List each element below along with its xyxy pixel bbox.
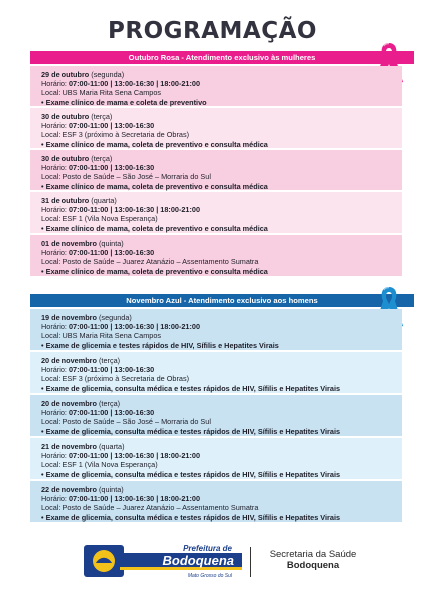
- hours-prefix: Horário:: [41, 408, 69, 418]
- event-place: Posto de Saúde – São José – Morraria do Sul: [62, 172, 211, 182]
- event-hours: 07:00-11:00 | 13:00-16:30: [68, 365, 155, 375]
- hours-prefix: Horário:: [41, 121, 69, 131]
- bodoquena-logo-icon: [84, 541, 244, 581]
- event-date: 29 de outubro: [41, 70, 90, 79]
- event-place: UBS Maria Rita Sena Campos: [62, 88, 162, 98]
- event-date-line: [41, 485, 402, 494]
- event-weekday: (terça): [91, 112, 113, 121]
- footer-divider: [250, 547, 251, 577]
- event-services-line: [41, 267, 402, 276]
- bullet: •: [41, 512, 46, 522]
- event-services-line: [41, 384, 402, 393]
- event-place: UBS Maria Rita Sena Campos: [62, 331, 162, 341]
- event-date-line: [41, 154, 402, 163]
- event-weekday: (terça): [99, 399, 121, 408]
- secretaria-line2: Bodoquena: [286, 560, 340, 571]
- footer: [0, 535, 425, 595]
- section-header-novembro-azul: Novembro Azul - Atendimento exclusivo aos homens: [30, 294, 414, 307]
- event-place: ESF 1 (Vila Nova Esperança): [62, 214, 158, 224]
- event-place-line: [41, 460, 402, 469]
- place-prefix: Local:: [41, 417, 63, 427]
- bullet: •: [41, 139, 46, 149]
- event-weekday: (quinta): [99, 239, 124, 248]
- hours-prefix: Horário:: [41, 248, 69, 258]
- event-place: ESF 3 (próximo à Secretaria de Obras): [62, 374, 190, 384]
- hours-prefix: Horário:: [41, 451, 69, 461]
- event-hours: 07:00-11:00 | 13:00-16:30: [68, 121, 155, 131]
- event-services: Exame de glicemia, consulta médica e testes rápidos de HIV, Sífilis e Hepatites Virais: [45, 469, 341, 479]
- event-place-line: [41, 331, 402, 340]
- event-card: [30, 352, 402, 393]
- place-prefix: Local:: [41, 214, 63, 224]
- event-date: 21 de novembro: [41, 442, 97, 451]
- event-services: Exame de glicemia, consulta médica e testes rápidos de HIV, Sífilis e Hepatites Virais: [45, 426, 341, 436]
- event-services: Exame clínico de mama, coleta de preventivo e consulta médica: [45, 223, 268, 233]
- event-weekday: (segunda): [91, 70, 125, 79]
- place-prefix: Local:: [41, 172, 63, 182]
- event-place-line: [41, 503, 402, 512]
- event-services-line: [41, 427, 402, 436]
- event-place-line: [41, 130, 402, 139]
- event-card: [30, 108, 402, 148]
- place-prefix: Local:: [41, 460, 63, 470]
- hours-prefix: Horário:: [41, 494, 69, 504]
- event-date: 20 de novembro: [41, 399, 97, 408]
- event-date-line: [41, 239, 402, 248]
- event-services: Exame de glicemia, consulta médica e testes rápidos de HIV, Sífilis e Hepatites Virais: [45, 383, 341, 393]
- event-place: ESF 3 (próximo à Secretaria de Obras): [62, 130, 190, 140]
- event-weekday: (segunda): [99, 313, 132, 322]
- event-hours-line: [41, 79, 402, 88]
- event-hours-line: [41, 322, 402, 331]
- event-weekday: (quinta): [99, 485, 124, 494]
- event-services: Exame clínico de mama, coleta de preventivo e consulta médica: [45, 266, 268, 276]
- place-prefix: Local:: [41, 130, 63, 140]
- bullet: •: [41, 426, 46, 436]
- event-hours: 07:00-11:00 | 13:00-16:30: [68, 163, 155, 173]
- event-hours-line: [41, 205, 402, 214]
- event-hours-line: [41, 365, 402, 374]
- event-hours: 07:00-11:00 | 13:00-16:30: [68, 248, 155, 258]
- section-header-outubro-rosa: Outubro Rosa - Atendimento exclusivo às mulheres: [30, 51, 414, 64]
- event-card: [30, 192, 402, 233]
- svg-text:Bodoquena: Bodoquena: [162, 553, 234, 568]
- event-date-line: [41, 313, 402, 322]
- event-card: [30, 395, 402, 436]
- page-title: PROGRAMAÇÃO: [108, 18, 317, 44]
- event-hours: 07:00-11:00 | 13:00-16:30 | 18:00-21:00: [68, 322, 201, 332]
- event-place-line: [41, 257, 402, 266]
- event-card: [30, 235, 402, 276]
- event-date: 31 de outubro: [41, 196, 90, 205]
- hours-prefix: Horário:: [41, 79, 69, 89]
- event-date-line: [41, 442, 402, 451]
- event-date-line: [41, 112, 402, 121]
- event-date-line: [41, 196, 402, 205]
- event-place-line: [41, 88, 402, 97]
- event-services: Exame clínico de mama, coleta de preventivo e consulta médica: [45, 139, 268, 149]
- event-place-line: [41, 417, 402, 426]
- event-weekday: (quarta): [91, 196, 117, 205]
- bullet: •: [41, 181, 46, 191]
- event-hours-line: [41, 248, 402, 257]
- event-place-line: [41, 214, 402, 223]
- event-card: [30, 66, 402, 106]
- event-weekday: (quarta): [99, 442, 125, 451]
- event-card: [30, 309, 402, 350]
- event-date: 20 de novembro: [41, 356, 97, 365]
- bullet: •: [41, 383, 46, 393]
- event-place-line: [41, 374, 402, 383]
- event-hours-line: [41, 451, 402, 460]
- event-services-line: [41, 140, 402, 149]
- event-services-line: [41, 341, 402, 350]
- secretaria-line1: Secretaria da Saúde: [269, 549, 357, 560]
- hours-prefix: Horário:: [41, 322, 69, 332]
- event-services-line: [41, 224, 402, 233]
- hours-prefix: Horário:: [41, 205, 69, 215]
- event-place: Posto de Saúde – Juarez Atanázio – Assentamento Sumatra: [62, 503, 259, 513]
- place-prefix: Local:: [41, 257, 63, 267]
- event-weekday: (terça): [99, 356, 121, 365]
- bullet: •: [41, 223, 46, 233]
- svg-text:Mato Grosso do Sul: Mato Grosso do Sul: [187, 573, 232, 579]
- event-card: [30, 438, 402, 479]
- svg-text:Prefeitura de: Prefeitura de: [183, 544, 232, 553]
- event-hours-line: [41, 494, 402, 503]
- hours-prefix: Horário:: [41, 365, 69, 375]
- event-date-line: [41, 356, 402, 365]
- prefeitura-logo: [84, 541, 244, 581]
- event-hours-line: [41, 163, 402, 172]
- event-place: ESF 1 (Vila Nova Esperança): [62, 460, 158, 470]
- event-card: [30, 150, 402, 190]
- event-hours: 07:00-11:00 | 13:00-16:30 | 18:00-21:00: [68, 494, 201, 504]
- event-weekday: (terça): [91, 154, 113, 163]
- event-services: Exame de glicemia, consulta médica e testes rápidos de HIV, Sífilis e Hepatites Virais: [45, 512, 341, 522]
- event-services: Exame clínico de mama, coleta de preventivo e consulta médica: [45, 181, 268, 191]
- place-prefix: Local:: [41, 503, 63, 513]
- event-place-line: [41, 172, 402, 181]
- place-prefix: Local:: [41, 331, 63, 341]
- event-hours-line: [41, 121, 402, 130]
- event-services-line: [41, 182, 402, 191]
- bullet: •: [41, 97, 46, 107]
- event-place: Posto de Saúde – São José – Morraria do Sul: [62, 417, 211, 427]
- event-date: 01 de novembro: [41, 239, 97, 248]
- event-place: Posto de Saúde – Juarez Atanázio – Assentamento Sumatra: [62, 257, 259, 267]
- place-prefix: Local:: [41, 88, 63, 98]
- place-prefix: Local:: [41, 374, 63, 384]
- event-date: 19 de novembro: [41, 313, 97, 322]
- bullet: •: [41, 469, 46, 479]
- event-date-line: [41, 70, 402, 79]
- bullet: •: [41, 340, 46, 350]
- event-card: [30, 481, 402, 522]
- event-services: Exame de glicemia e testes rápidos de HIV, Sífilis e Hepatites Virais: [45, 340, 279, 350]
- event-hours-line: [41, 408, 402, 417]
- event-date: 30 de outubro: [41, 112, 90, 121]
- event-services-line: [41, 98, 402, 107]
- event-hours: 07:00-11:00 | 13:00-16:30 | 18:00-21:00: [68, 205, 201, 215]
- event-date: 22 de novembro: [41, 485, 97, 494]
- event-date-line: [41, 399, 402, 408]
- event-services: Exame clínico de mama e coleta de preventivo: [45, 97, 207, 107]
- bullet: •: [41, 266, 46, 276]
- event-hours: 07:00-11:00 | 13:00-16:30 | 18:00-21:00: [68, 79, 201, 89]
- secretaria-label: [258, 549, 368, 571]
- hours-prefix: Horário:: [41, 163, 69, 173]
- event-date: 30 de outubro: [41, 154, 90, 163]
- event-services-line: [41, 513, 402, 522]
- event-hours: 07:00-11:00 | 13:00-16:30: [68, 408, 155, 418]
- event-hours: 07:00-11:00 | 13:00-16:30 | 18:00-21:00: [68, 451, 201, 461]
- event-services-line: [41, 470, 402, 479]
